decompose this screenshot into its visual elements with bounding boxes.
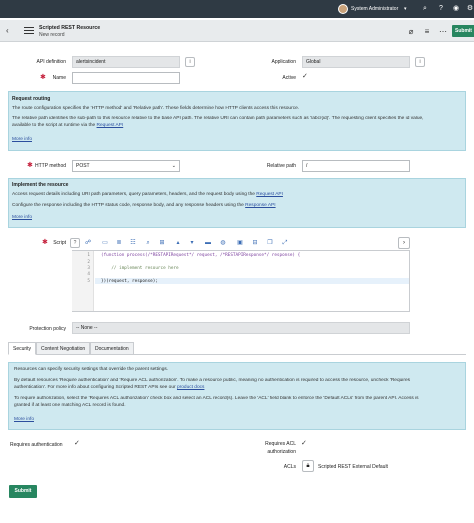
security-text-3 (14, 385, 204, 392)
replace-icon[interactable]: ⊞ (159, 240, 165, 246)
acls-value[interactable]: Scripted REST External Default (318, 464, 388, 470)
context-menu-icon[interactable] (23, 25, 35, 37)
relative-path-field[interactable]: / (302, 160, 410, 172)
relative-path-label: Relative path (266, 163, 296, 169)
line-number: 5 (87, 279, 90, 284)
request-routing-text-1: The route configuration specifies the 'HTTP method' and 'Relative path'. These fields determine how HTTP clients access this resource. (12, 106, 300, 111)
format-icon[interactable]: ≣ (116, 240, 122, 246)
form-header (0, 20, 474, 42)
user-name[interactable]: System Administrator (351, 6, 399, 12)
save-script-icon[interactable]: ▣ (237, 240, 243, 246)
requires-acl-checkbox[interactable]: ✓ (301, 440, 307, 447)
script-toolbar-icon[interactable]: ☍ (84, 240, 92, 246)
protection-policy-label: Protection policy (29, 326, 66, 332)
application-label: Application (271, 59, 296, 65)
chevron-down-icon: ⌄ (171, 163, 176, 169)
required-icon: ✱ (40, 74, 46, 81)
security-text-5: granted if at least one matching ACL record is found. (14, 403, 126, 408)
tab-security[interactable]: Security (8, 342, 36, 355)
top-banner (0, 0, 474, 18)
toggle-comment-icon[interactable]: ▬ (205, 240, 211, 246)
implement-text-2 (12, 203, 276, 210)
requires-acl-label: Requires ACL (265, 441, 296, 447)
acls-label: ACLs (283, 464, 296, 470)
debug-icon[interactable]: ⊟ (252, 240, 258, 246)
line-number: 4 (87, 272, 90, 277)
http-method-value: POST (76, 163, 90, 169)
requires-acl-label-2: authorization (267, 449, 296, 455)
required-icon: ✱ (42, 239, 48, 246)
code-line: // implement resource here (101, 266, 179, 271)
response-api-link[interactable]: Response API (245, 203, 276, 208)
active-label: Active (282, 75, 296, 81)
notifications-icon[interactable]: ◉ (452, 5, 460, 12)
line-number: 1 (87, 253, 90, 258)
settings-icon[interactable]: ⚙ (466, 5, 474, 12)
code-line: (function process(/*RESTAPIRequest*/ request, /*RESTAPIResponse*/ response) { (101, 253, 301, 258)
chevron-down-icon[interactable]: ▾ (404, 6, 407, 12)
form-subtitle: New record (39, 32, 65, 38)
security-text-3-body: authentication'. For more info about configuring Scripted REST APIs see our (14, 385, 176, 390)
protection-policy-select[interactable]: -- None -- (72, 322, 410, 334)
script-label: Script (53, 240, 66, 246)
format-code-icon[interactable]: ☷ (130, 240, 136, 246)
settings-sliders-icon[interactable]: ≡ (424, 27, 430, 36)
info-icon[interactable]: i (185, 57, 195, 67)
help-icon[interactable]: ? (70, 238, 80, 248)
product-docs-link[interactable]: product docs (176, 385, 205, 390)
attachment-icon[interactable]: ⌀ (408, 27, 414, 36)
request-routing-heading: Request routing (12, 96, 51, 102)
back-icon[interactable]: ‹ (6, 26, 9, 35)
api-definition-field[interactable]: alertsincident (72, 56, 180, 68)
security-text-1: Resources can specify security settings that override the parent settings. (14, 367, 169, 372)
http-method-label: HTTP method (34, 163, 66, 169)
help-icon[interactable]: ? (439, 5, 443, 12)
implement-text-1 (12, 192, 283, 199)
globe-icon[interactable]: ◍ (220, 240, 226, 246)
more-info-link[interactable]: More info (12, 215, 32, 220)
security-text-4: To require authorization, select the 'Requires ACL authorization' check box and select an ACL record(s). Leave the 'ACL' field blank to enforce the 'Default ACLs' from the parent API. Access is (14, 396, 419, 401)
implement-heading: Implement the resource (12, 182, 69, 188)
code-line: })(request, response); (101, 279, 158, 284)
request-api-link[interactable]: Request API (96, 123, 124, 128)
tab-content-negotiation[interactable]: Content Negotiation (36, 342, 90, 355)
api-definition-label: API definition (36, 59, 66, 65)
name-field[interactable] (72, 72, 180, 84)
request-routing-text-3 (12, 123, 123, 130)
fullscreen-icon[interactable]: ⤢ (282, 240, 288, 246)
required-icon: ✱ (27, 162, 33, 169)
comment-icon[interactable]: ▭ (102, 240, 108, 246)
submit-button-top[interactable]: Submit (452, 25, 474, 37)
application-field[interactable]: Global (302, 56, 410, 68)
info-icon[interactable]: i (415, 57, 425, 67)
request-routing-text-3-body: available to the script at runtime via the (12, 123, 96, 128)
more-info-link[interactable]: More info (14, 417, 34, 422)
search-icon[interactable]: ⌕ (423, 5, 427, 12)
lock-icon[interactable]: 🔒︎ (302, 460, 314, 472)
implement-text-2-body: Configure the response including the HTTP status code, response body, and any response headers using the (12, 203, 244, 208)
requires-authentication-checkbox[interactable]: ✓ (74, 440, 80, 447)
submit-button[interactable]: Submit (9, 485, 37, 498)
security-text-2: By default resources 'Require authentication' and 'Require ACL authorization'. To make a resource public, meaning no authentication is required to access the resource, uncheck 'Requires (14, 378, 411, 383)
implement-text-1-body: Access request details including URI path parameters, query parameters, headers, and the request body using the (12, 192, 255, 197)
next-icon[interactable]: ▾ (190, 240, 194, 246)
request-api-link[interactable]: Request API (256, 192, 283, 197)
expand-icon[interactable]: › (398, 237, 410, 249)
name-label: Name (52, 75, 66, 81)
active-checkbox[interactable]: ✓ (302, 73, 308, 80)
more-icon[interactable]: ⋯ (439, 27, 447, 36)
previous-icon[interactable]: ▴ (176, 240, 180, 246)
copy-icon[interactable]: ❐ (267, 240, 273, 246)
find-icon[interactable]: ⌕ (146, 240, 150, 246)
line-number: 3 (87, 266, 90, 271)
more-info-link[interactable]: More info (12, 137, 32, 142)
requires-authentication-label: Requires authentication (10, 442, 63, 448)
line-number: 2 (87, 260, 90, 265)
request-routing-text-2: The relative path identifies the sub-path to this resource relative to the base API path. The relative URI can contain path parameters such as '/abc/{id}'. The requesting client specifies the id value, (12, 116, 424, 121)
tab-documentation[interactable]: Documentation (90, 342, 134, 355)
http-method-select[interactable] (72, 160, 180, 172)
form-title: Scripted REST Resource (39, 25, 101, 31)
user-avatar[interactable] (338, 4, 348, 14)
